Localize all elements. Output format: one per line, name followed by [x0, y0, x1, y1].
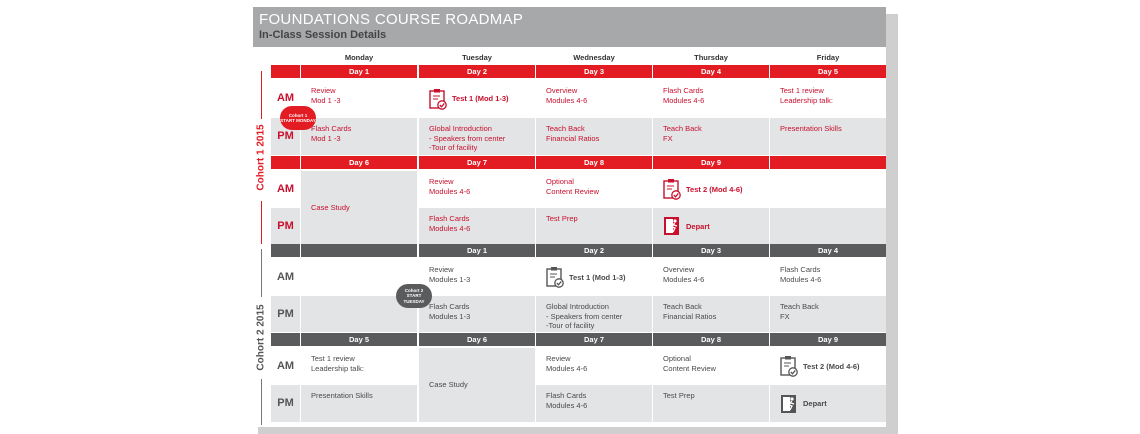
session-cell — [653, 259, 769, 295]
slot-label-am — [271, 171, 300, 207]
day-label: Day 7 — [536, 333, 652, 346]
session-cell — [419, 80, 535, 117]
session-text: Flash Cards Modules 4-6 — [546, 391, 588, 410]
session-cell — [419, 348, 535, 422]
badge-text: Cohort 2 — [404, 287, 424, 293]
session-cell — [653, 348, 769, 384]
session-cell — [653, 80, 769, 117]
session-cell — [653, 296, 769, 332]
session-text: Overview Modules 4-6 — [546, 86, 588, 105]
slot-label-pm — [271, 296, 300, 332]
cohort1-start-badge — [280, 106, 316, 130]
session-text: Presentation Skills — [311, 391, 373, 400]
session-text: Case Study — [429, 380, 468, 389]
session-cell — [536, 80, 652, 117]
clipboard-check-icon — [663, 178, 681, 200]
session-text: Test 1 review Leadership talk: — [780, 86, 833, 105]
am-label: AM — [276, 183, 295, 195]
cohort2-bracket-bottom — [261, 379, 262, 425]
session-cell — [653, 385, 769, 422]
clipboard-check-icon — [546, 266, 564, 288]
day-label: Day 3 — [536, 65, 652, 78]
day-label: Day 6 — [301, 156, 417, 169]
session-cell — [536, 385, 652, 422]
session-text: Test Prep — [546, 214, 578, 223]
session-cell — [301, 348, 417, 384]
title-bar — [253, 7, 886, 47]
day-bar-spacer — [271, 244, 300, 257]
day-label: Day 1 — [419, 244, 535, 257]
day-label: Day 1 — [301, 65, 417, 78]
day-label: Day 8 — [536, 156, 652, 169]
session-text: Review Modules 1-3 — [429, 265, 471, 284]
session-text: Presentation Skills — [780, 124, 842, 133]
depart-label: Depart — [803, 399, 827, 408]
session-text: Optional Content Review — [546, 177, 599, 196]
session-cell — [653, 118, 769, 155]
session-cell — [536, 208, 652, 244]
session-cell — [301, 171, 417, 244]
session-text: Review Modules 4-6 — [546, 354, 588, 373]
day-bar-spacer — [271, 156, 300, 169]
weekday-header: Friday — [770, 51, 886, 64]
session-text: Global Introduction - Speakers from center -Tour of facility — [429, 124, 506, 152]
exit-door-icon — [780, 393, 798, 415]
session-cell — [419, 296, 535, 332]
slot-label-pm — [271, 208, 300, 244]
session-text: Overview Modules 4-6 — [663, 265, 705, 284]
session-cell — [770, 296, 886, 332]
slot-label-pm — [271, 385, 300, 422]
cohort1-label: Cohort 1 2015 — [255, 123, 267, 191]
session-text: Teach Back FX — [780, 302, 819, 321]
cohort1-bracket-bottom — [261, 201, 262, 244]
pm-label: PM — [277, 130, 294, 142]
session-text: Review Mod 1 -3 — [311, 86, 341, 105]
day-bar-spacer — [271, 333, 300, 346]
weekday-header: Thursday — [653, 51, 769, 64]
session-text: Optional Content Review — [663, 354, 716, 373]
session-cell — [770, 385, 886, 422]
day-label: Day 2 — [536, 244, 652, 257]
session-cell — [536, 171, 652, 207]
session-cell — [770, 259, 886, 295]
slot-label-am — [271, 259, 300, 295]
day-label — [770, 156, 886, 169]
weekday-header: Monday — [301, 51, 417, 64]
day-label: Day 4 — [770, 244, 886, 257]
session-cell — [419, 118, 535, 155]
day-label: Day 4 — [653, 65, 769, 78]
session-text — [770, 171, 886, 177]
session-cell — [770, 208, 886, 244]
session-text: Teach Back Financial Ratios — [663, 302, 717, 321]
session-cell — [770, 348, 886, 384]
session-text — [301, 259, 417, 265]
session-cell — [419, 171, 535, 207]
page-title: FOUNDATIONS COURSE ROADMAP — [259, 11, 524, 28]
am-label: AM — [276, 271, 295, 283]
day-label: Day 5 — [770, 65, 886, 78]
session-text: Case Study — [311, 202, 350, 212]
session-cell — [301, 80, 417, 117]
session-text: Teach Back FX — [663, 124, 702, 143]
session-cell — [536, 118, 652, 155]
session-text: Flash Cards Modules 4-6 — [663, 86, 705, 105]
day-label: Day 9 — [770, 333, 886, 346]
day-label: Day 5 — [301, 333, 417, 346]
test-label: Test 2 (Mod 4-6) — [686, 184, 743, 194]
roadmap-page — [253, 7, 886, 427]
session-cell — [536, 348, 652, 384]
am-label: AM — [276, 92, 295, 104]
session-text: Teach Back Financial Ratios — [546, 124, 600, 143]
session-cell — [770, 118, 886, 155]
badge-text: START MONDAY — [280, 118, 316, 123]
weekday-header: Wednesday — [536, 51, 652, 64]
test-label: Test 1 (Mod 1-3) — [452, 94, 509, 103]
clipboard-check-icon — [429, 88, 447, 110]
exit-door-icon — [663, 215, 681, 237]
day-label: Day 6 — [419, 333, 535, 346]
day-bar-spacer — [271, 65, 300, 78]
session-cell — [653, 171, 769, 207]
session-text: Test Prep — [663, 391, 695, 400]
day-label — [301, 244, 417, 257]
session-cell — [301, 118, 417, 155]
cohort1-bracket-top — [261, 71, 262, 119]
session-cell — [536, 259, 652, 295]
test-label: Test 1 (Mod 1-3) — [569, 272, 626, 282]
page-subtitle: In-Class Session Details — [259, 29, 387, 41]
badge-text: Cohort 1 — [288, 112, 308, 118]
session-text: Flash Cards Modules 4-6 — [780, 265, 822, 284]
session-text: Flash Cards Modules 4-6 — [429, 214, 471, 233]
pm-label: PM — [277, 308, 294, 320]
day-label: Day 9 — [653, 156, 769, 169]
day-label: Day 8 — [653, 333, 769, 346]
cohort2-bracket-top — [261, 249, 262, 297]
session-text: Flash Cards Mod 1 -3 — [311, 124, 352, 143]
session-cell — [770, 171, 886, 207]
badge-text: START TUESDAY — [403, 293, 425, 304]
day-label: Day 3 — [653, 244, 769, 257]
cohort2-start-badge — [396, 284, 432, 308]
session-cell — [770, 80, 886, 117]
pm-label: PM — [277, 397, 294, 409]
day-label: Day 2 — [419, 65, 535, 78]
session-text: Global Introduction - Speakers from center -Tour of facility — [546, 302, 623, 330]
slot-label-am — [271, 348, 300, 384]
session-cell — [653, 208, 769, 244]
session-cell — [419, 259, 535, 295]
session-cell — [301, 385, 417, 422]
session-text: Flash Cards Modules 1-3 — [429, 302, 471, 321]
session-cell — [536, 296, 652, 332]
pm-label: PM — [277, 220, 294, 232]
cohort2-label: Cohort 2 2015 — [255, 303, 267, 371]
session-cell — [419, 208, 535, 244]
clipboard-check-icon — [780, 355, 798, 377]
am-label: AM — [276, 360, 295, 372]
session-text — [770, 208, 886, 214]
session-text: Review Modules 4-6 — [429, 177, 471, 196]
depart-label: Depart — [686, 221, 710, 231]
session-text: Test 1 review Leadership talk: — [311, 354, 364, 373]
test-label: Test 2 (Mod 4-6) — [803, 361, 860, 371]
weekday-header: Tuesday — [419, 51, 535, 64]
day-label: Day 7 — [419, 156, 535, 169]
